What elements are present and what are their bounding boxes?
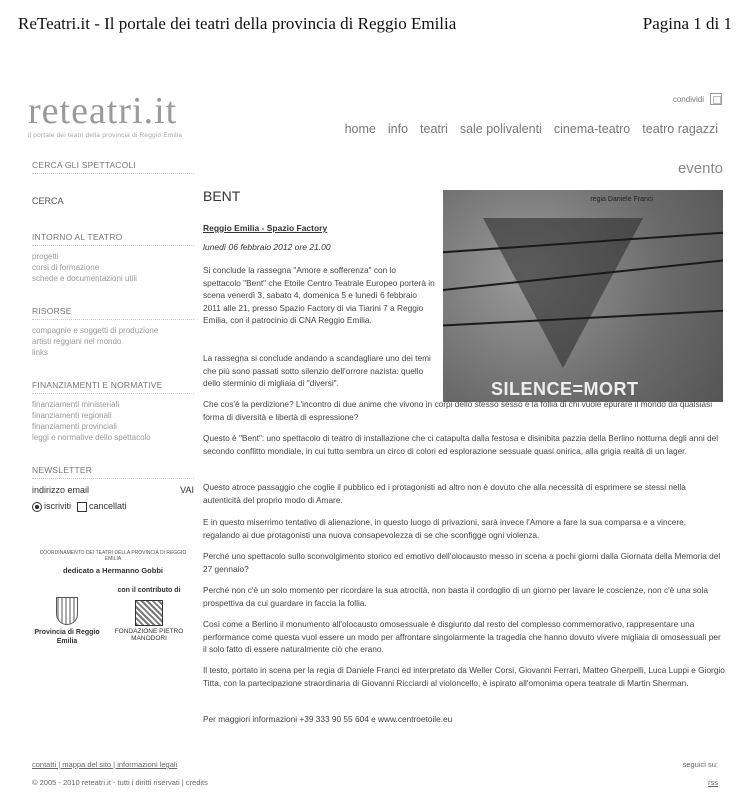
nav-info[interactable]: info bbox=[387, 122, 409, 136]
paragraph: Si conclude la rassegna "Amore e sofferenza" con lo spettacolo "Bent" che Etoile Centro Teatrale Europeo porterà in scena venerdì 3, sabato 4, domenica 5 e lunedì 6 febbraio 2011 alle 21, presso Spazio Factory di via Tiarini 7 a Reggio Emilia, con il patrocinio di CNA Reggio Emilia. bbox=[203, 265, 435, 325]
sidebar-link[interactable]: compagnie e soggetti di produzione bbox=[32, 326, 159, 335]
share-label: condividi bbox=[672, 94, 704, 104]
paragraph: E in questo miserrimo tentativo di alienazione, in questo luogo di privazioni, sarà invece l'Amore a fare la sua comparsa e a vincere, regalando ai due protagonisti una nuova consapevolezza di se che sconfigge ogni violenza. bbox=[203, 517, 687, 540]
paragraph: La rassegna si conclude andando a scandagliare uno dei temi che più sono passati sotto silenzio dell'orrore nazista: quello dello sterminio di migliaia di "diversi". bbox=[203, 353, 431, 388]
paragraph: Questo è "Bent": uno spettacolo di teatro di installazione che ci catapulta dalla festosa e disinibita pazzia della Berlino notturna degli anni del secondo conflitto mondiale, in cui tutto sembra un circo di colori ed esplorazione sessuale quasi onirica, alla grigia realtà di un lager. bbox=[203, 433, 719, 456]
subscribe-label: iscriviti bbox=[44, 501, 71, 511]
search-heading: CERCA GLI SPETTACOLI bbox=[32, 160, 194, 174]
section-heading: RISORSE bbox=[32, 306, 194, 320]
sidebar bbox=[32, 160, 194, 657]
print-title: ReTeatri.it - Il portale dei teatri della provincia di Reggio Emilia bbox=[18, 14, 457, 33]
share-control[interactable] bbox=[673, 93, 722, 105]
section-heading: FINANZIAMENTI E NORMATIVE bbox=[32, 380, 194, 394]
subscribe-option[interactable] bbox=[32, 501, 71, 512]
nav-teatro-ragazzi[interactable]: teatro ragazzi bbox=[642, 122, 718, 136]
poster-title: SILENCE=MORT bbox=[491, 379, 639, 399]
poster-credit: regia Daniele Franci bbox=[590, 196, 653, 203]
sidebar-link[interactable]: leggi e normative dello spettacolo bbox=[32, 433, 151, 442]
crest-icon bbox=[56, 597, 78, 625]
contribution-label: con il contributo di bbox=[117, 586, 181, 594]
search-button[interactable]: CERCA bbox=[32, 196, 64, 206]
copyright: © 2005 - 2010 reteatri.it - tutti i diritti riservati | credits bbox=[32, 778, 208, 787]
sidebar-link[interactable]: progetti bbox=[32, 252, 59, 261]
paragraph: Perché non c'è un solo momento per ricordare la sua atrocità, non basta il cordoglio di un giorno per lavare le coscienze, non c'è una sola prospettiva da cui guardare in faccia la follia. bbox=[203, 585, 708, 608]
logo-text: reteatri.it bbox=[28, 90, 178, 132]
footer-links[interactable]: contatti | mappa del sito | informazioni legali bbox=[32, 760, 178, 769]
unsubscribe-option[interactable] bbox=[77, 501, 127, 512]
sidebar-link[interactable]: schede e documentazioni utili bbox=[32, 274, 137, 283]
coordination-text: COORDINAMENTO DEI TEATRI DELLA PROVINCIA DI REGGIO EMILIA bbox=[39, 549, 187, 563]
nav-sale-polivalenti[interactable]: sale polivalenti bbox=[459, 122, 542, 136]
paragraph: Che cos'è la perdizione? L'incontro di due anime che vivono in corpi dello stesso sesso e la follia di chi vuole epurare il mondo da qualsiasi forma di diversità e libertà di espressione? bbox=[203, 399, 713, 422]
contact-info: Per maggiori informazioni +39 333 90 55 604 e www.centroetoile.eu bbox=[203, 714, 453, 724]
nav-teatri[interactable]: teatri bbox=[420, 122, 448, 136]
newsletter-heading: NEWSLETTER bbox=[32, 465, 194, 479]
paragraph: Perché uno spettacolo sullo sconvolgimento storico ed emotivo dell'olocausto messo in scena a pochi giorni dalla Giornata della Memoria del 27 gennaio? bbox=[203, 551, 721, 574]
nav-cinema-teatro[interactable]: cinema-teatro bbox=[553, 122, 631, 136]
nav-home[interactable]: home bbox=[344, 122, 376, 136]
sidebar-link[interactable]: corsi di formazione bbox=[32, 263, 100, 272]
site-logo[interactable] bbox=[28, 92, 198, 142]
page-indicator: Pagina 1 di 1 bbox=[642, 14, 732, 33]
sidebar-link[interactable]: finanziamenti provinciali bbox=[32, 422, 117, 431]
radio-icon bbox=[32, 502, 42, 512]
top-nav bbox=[345, 122, 718, 136]
foundation-emblem-icon bbox=[135, 600, 163, 626]
sidebar-link[interactable]: finanziamenti regionali bbox=[32, 411, 112, 420]
newsletter-go-button[interactable]: VAI bbox=[180, 485, 194, 495]
paragraph: Il testo, portato in scena per la regia di Daniele Franci ed interpretato da Weller Corsi, Giovanni Ferrari, Matteo Gherpelli, Luca Luppi e Giorgio Titta, con la partecipazione straordinaria di Giovanni Ricciardi al violoncello, è ispirato all'omonima opera teatrale di Martin Sherman. bbox=[203, 665, 725, 688]
sidebar-section-intorno bbox=[32, 232, 194, 284]
paragraph: Questo atroce passaggio che coglie il pubblico ed i protagonisti ad altro non è dovuto che alla necessità di esprimere se stessi nella autenticità del proprio modo di Amare. bbox=[203, 482, 686, 505]
sponsor-logos bbox=[32, 587, 194, 657]
logo-subtitle: il portale dei teatri della provincia di Reggio Emilia bbox=[28, 132, 183, 139]
email-field[interactable]: indirizzo email bbox=[32, 485, 90, 495]
sidebar-section-finanziamenti bbox=[32, 380, 194, 443]
sidebar-link[interactable]: artisti reggiani nel mondo bbox=[32, 337, 122, 346]
unsubscribe-label: cancellati bbox=[89, 501, 127, 511]
rss-link[interactable]: rss bbox=[708, 778, 718, 787]
province-name: Provincia di Reggio Emilia bbox=[34, 628, 100, 645]
section-label: evento bbox=[677, 160, 723, 177]
sidebar-link[interactable]: finanziamenti ministeriali bbox=[32, 400, 120, 409]
dedication-text: dedicato a Hermanno Gobbi bbox=[62, 565, 163, 575]
paragraph: Così come a Berlino il monumento all'olocausto omosessuale è disgiunto dal resto del complesso commemorativo, rappresentare una performance come questa vuol essere un modo per affrontare singolarmente la tragedia che hanno dovuto vivere migliaia di omosessuali per il solo fatto di essere naturalmente ciò che erano. bbox=[203, 619, 721, 654]
foundation-name: FONDAZIONE PIETRO MANODORI bbox=[114, 627, 184, 642]
event-title: BENT bbox=[203, 188, 241, 204]
province-logo[interactable] bbox=[32, 597, 102, 646]
event-date: lunedì 06 febbraio 2012 ore 21.00 bbox=[203, 242, 331, 252]
newsletter bbox=[32, 465, 194, 512]
sidebar-section-risorse bbox=[32, 306, 194, 358]
follow-us-label: seguici su: bbox=[682, 760, 718, 769]
event-poster bbox=[443, 190, 723, 402]
event-venue-link[interactable]: Reggio Emilia - Spazio Factory bbox=[203, 223, 328, 233]
foundation-logo[interactable] bbox=[104, 587, 194, 642]
share-icon[interactable] bbox=[710, 93, 722, 105]
radio-icon bbox=[77, 502, 87, 512]
print-header bbox=[18, 14, 732, 38]
sidebar-link[interactable]: links bbox=[32, 348, 49, 357]
section-heading: INTORNO AL TEATRO bbox=[32, 232, 194, 246]
